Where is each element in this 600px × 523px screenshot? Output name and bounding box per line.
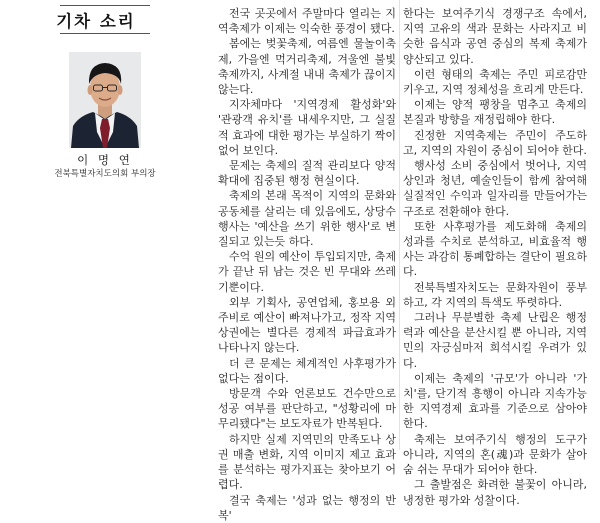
paragraph: 외부 기획사, 공연업체, 홍보용 외주비로 예산이 빠져나가고, 정작 지역 상권에는 별다른 경제적 파급효과가 나타나지 않는다. xyxy=(218,295,396,355)
paragraph: 진정한 지역축제는 주민이 주도하고, 지역의 자원이 중심이 되어야 한다. xyxy=(403,128,587,157)
paragraph: 더 큰 문제는 체계적인 사후평가가 없다는 점이다. xyxy=(218,356,396,385)
paragraph: 이런 형태의 축제는 주민 피로감만 키우고, 지역 정체성을 흐리게 만든다. xyxy=(403,67,587,97)
paragraph: 하지만 실제 지역민의 만족도나 상권 매출 변화, 지역 이미지 제고 효과를 분석하는 평가지표는 찾아보기 어렵다. xyxy=(218,432,396,492)
column-sidebar xyxy=(0,0,192,450)
author-name: 이 명 연 xyxy=(77,153,133,167)
author-photo xyxy=(69,52,141,148)
title-top-rule xyxy=(60,5,150,6)
paragraph: 문제는 축제의 질적 관리보다 양적 확대에 집중된 행정 현실이다. xyxy=(218,159,396,188)
paragraph: 축제는 보여주기식 행정의 도구가 아니라, 지역의 혼(魂)과 문화가 살아 숨 쉬는 무대가 되어야 한다. xyxy=(403,432,587,477)
title-bottom-rule xyxy=(60,33,150,34)
paragraph: 전북특별자치도는 문화자원이 풍부하고, 각 지역의 특색도 뚜렷하다. xyxy=(403,280,587,309)
paragraph: 방문객 수와 언론보도 건수만으로 성공 여부를 판단하고, "성황리에 마무리됐다"는 보도자료가 반복된다. xyxy=(218,387,396,431)
paragraph: 그 출발점은 화려한 불꽃이 아니라, 냉정한 평가와 성찰이다. xyxy=(403,478,587,507)
paragraph: 지자체마다 '지역경제 활성화'와 '관광객 유치'를 내세우지만, 그 실질적 효과에 대한 평가는 부실하기 짝이 없어 보인다. xyxy=(218,98,396,157)
paragraph-continued: 한다는 보여주기식 경쟁구조 속에서, 지역 고유의 색과 문화는 사라지고 비슷한 음식과 공연 중심의 복제 축제가 양산되고 있다. xyxy=(403,7,587,66)
portrait-photo-icon xyxy=(69,52,141,148)
column-title: 기차 소리 xyxy=(56,12,136,31)
paragraph: 행사성 소비 중심에서 벗어나, 지역 상인과 청년, 예술인들이 함께 참여해 실질적인 수익과 일자리를 만들어가는 구조로 전환해야 한다. xyxy=(403,159,587,218)
paragraph: 이제는 축제의 '규모'가 아니라 '가치'를, 단기적 흥행이 아니라 지속가능한 지역경제 효과를 기준으로 삼아야 한다. xyxy=(403,371,587,431)
paragraph: 전국 곳곳에서 주말마다 열리는 지역축제가 이제는 익숙한 풍경이 됐다. xyxy=(218,7,396,36)
paragraph: 결국 축제는 '성과 없는 행정의 반복' xyxy=(218,493,396,522)
paragraph: 수억 원의 예산이 투입되지만, 축제가 끝난 뒤 남는 것은 빈 무대와 쓰레기뿐이다. xyxy=(218,250,396,294)
column-divider xyxy=(399,0,400,450)
paragraph: 봄에는 벚꽃축제, 여름엔 물놀이축제, 가을엔 먹거리축제, 겨울엔 불빛축제까지, 사계절 내내 축제가 끊이지 않는다. xyxy=(218,37,396,97)
article-column-1 xyxy=(218,6,396,522)
author-title: 전북특별자치도의회 부의장 xyxy=(54,169,156,179)
paragraph: 축제의 본래 목적이 지역의 문화와 공동체를 살리는 데 있음에도, 상당수 행사는 '예산을 쓰기 위한 행사'로 변질되고 있는듯 하다. xyxy=(218,189,396,249)
article-column-2 xyxy=(403,6,588,507)
paragraph: 그러나 무분별한 축제 난립은 행정력과 예산을 분산시킬 뿐 아니라, 지역민의 자긍심마저 희석시킬 우려가 있다. xyxy=(403,311,587,370)
paragraph: 이제는 양적 팽창을 멈추고 축제의 본질과 방향을 재정립해야 한다. xyxy=(403,98,587,127)
paragraph: 또한 사후평가를 제도화해 축제의 성과를 수치로 분석하고, 비효율적 행사는 과감히 통폐합하는 결단이 필요하다. xyxy=(403,219,588,279)
